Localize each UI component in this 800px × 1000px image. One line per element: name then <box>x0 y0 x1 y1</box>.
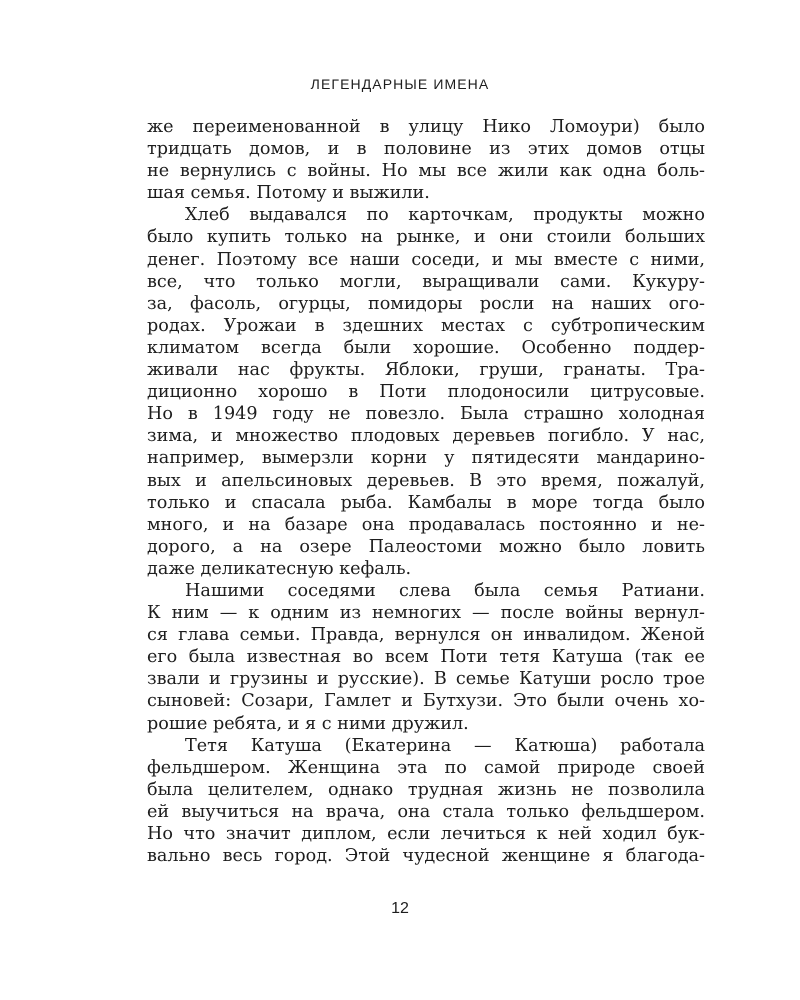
page-number: 12 <box>391 900 409 917</box>
text-line: даже деликатесную кефаль. <box>147 558 412 579</box>
text-line: за, фасоль, огурцы, помидоры росли на наших ого- <box>147 293 705 314</box>
text-line: Но в 1949 году не повезло. Была страшно холодная <box>147 404 705 425</box>
text-line: его была известная во всем Поти тетя Катуша (так ее <box>147 647 705 668</box>
text-line: К ним — к одним из немногих — после войны вернул- <box>147 603 705 624</box>
text-line: ся глава семьи. Правда, вернулся он инвалидом. Женой <box>147 625 705 646</box>
text-line: Тетя Катуша (Екатерина — Катюша) работала <box>185 735 705 756</box>
text-line: же переименованной в улицу Нико Ломоури) было <box>147 117 705 137</box>
running-head: ЛЕГЕНДАРНЫЕ ИМЕНА <box>310 76 490 92</box>
text-line: не вернулись с войны. Но мы все жили как одна боль- <box>147 161 705 182</box>
text-line: рошие ребята, и я с ними дружил. <box>147 713 469 734</box>
text-line: шая семья. Потому и выжили. <box>147 183 430 204</box>
text-line: было купить только на рынке, и они стоили больших <box>147 227 705 248</box>
text-line: Нашими соседями слева была семья Ратиани. <box>185 580 705 601</box>
text-line: только и спасала рыба. Камбалы в море тогда было <box>147 492 705 513</box>
body-text <box>147 116 705 867</box>
text-line: Но что значит диплом, если лечиться к ней ходил бук- <box>147 824 705 844</box>
text-line: тридцать домов, и в половине из этих домов отцы <box>147 139 705 160</box>
text-line: все, что только могли, выращивали сами. Кукуру- <box>147 271 705 292</box>
text-line: много, и на базаре она продавалась постоянно и не- <box>147 514 705 535</box>
text-line: денег. Поэтому все наши соседи, и мы вместе с ними, <box>147 249 705 270</box>
text-line: вально весь город. Этой чудесной женщине я благода- <box>147 846 705 867</box>
text-line: была целителем, однако трудная жизнь не позволила <box>147 779 705 800</box>
text-line: ей выучиться на врача, она стала только фельдшером. <box>147 801 705 822</box>
text-line: дорого, а на озере Палеостоми можно было ловить <box>147 536 705 557</box>
text-line: вых и апельсиновых деревьев. В это время, пожалуй, <box>147 470 705 491</box>
text-line: родах. Урожаи в здешних местах с субтропическим <box>147 315 705 336</box>
text-line: сыновей: Созари, Гамлет и Бутхузи. Это были очень хо- <box>147 691 705 712</box>
text-line: например, вымерзли корни у пятидесяти мандарино- <box>147 448 705 469</box>
text-line: климатом всегда были хорошие. Особенно поддер- <box>147 337 705 358</box>
text-line: зима, и множество плодовых деревьев погибло. У нас, <box>147 426 705 447</box>
text-line: звали и грузины и русские). В семье Катуши росло трое <box>147 669 705 690</box>
text-line: диционно хорошо в Поти плодоносили цитрусовые. <box>147 382 705 403</box>
text-line: Хлеб выдавался по карточкам, продукты можно <box>185 205 705 226</box>
text-line: фельдшером. Женщина эта по самой природе своей <box>147 757 705 778</box>
text-line: живали нас фрукты. Яблоки, груши, гранаты. Тра- <box>147 360 705 381</box>
